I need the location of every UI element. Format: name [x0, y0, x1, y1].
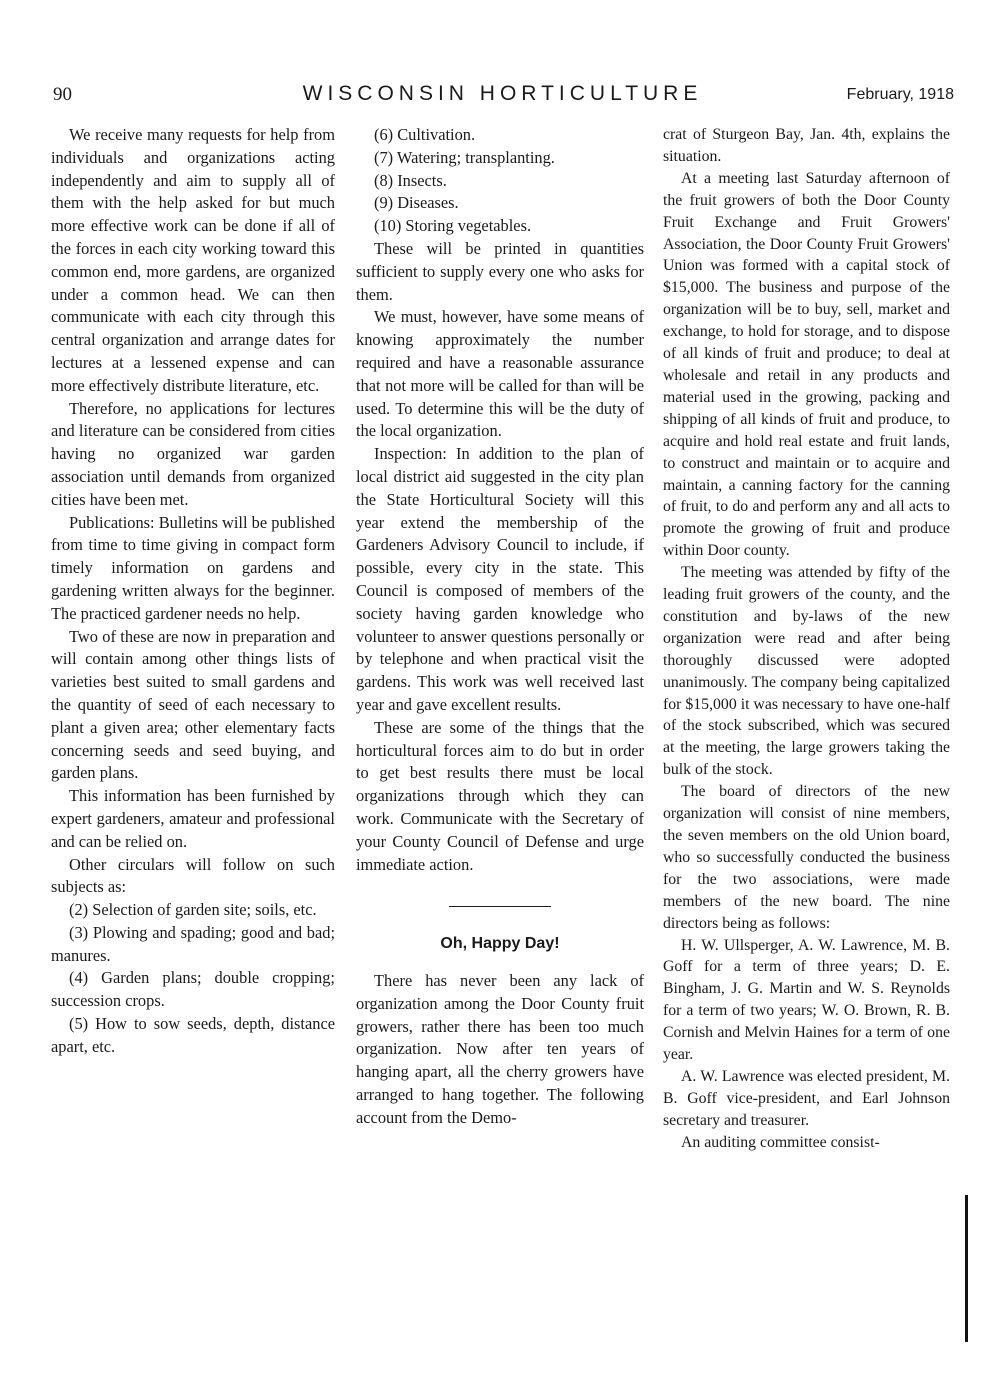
- journal-title: WISCONSIN HORTICULTURE: [302, 82, 703, 105]
- paragraph: Inspection: In addition to the plan of local district aid suggested in the city plan the State Horticultural Society will this year extend the membership of the Gardeners Advisory Council to include, if possible, every city in the state. This Council is composed of members of the society having garden knowledge who volunteer to answer questions personally or by telephone and when practical visit the gardens. This work was well received last year and gave excellent results.: [356, 444, 644, 714]
- list-item: (3) Plowing and spading; good and bad; manures.: [51, 922, 335, 965]
- paragraph: A. W. Lawrence was elected president, M. B. Goff vice-president, and Earl Johnson secretary and treasurer.: [663, 1067, 950, 1129]
- paragraph: H. W. Ullsperger, A. W. Lawrence, M. B. Goff for a term of three years; D. E. Bingham, J. G. Martin and W. S. Reynolds for a term of two years; W. O. Brown, R. B. Cornish and Melvin Haines for a term of one year.: [663, 936, 950, 1064]
- paragraph: We receive many requests for help from individuals and organizations acting independently and aim to supply all of them with the help asked for but much more effective work can be done if all of the forces in each city working toward this common end, more gardens, are organized under a common head. We can then communicate with each city through this central organization and arrange dates for lectures at a lessened expense and can more effectively distribute literature, etc.: [51, 125, 335, 395]
- column-1: [51, 124, 335, 1059]
- column-2: [356, 124, 644, 1130]
- paragraph: This information has been furnished by expert gardeners, amateur and professional and can be relied on.: [51, 786, 335, 851]
- issue-date: February, 1918: [846, 86, 954, 103]
- page-number: 90: [53, 84, 72, 105]
- section-divider: [449, 906, 551, 907]
- paragraph: There has never been any lack of organization among the Door County fruit growers, rather there has been too much organization. Now after ten years of hanging apart, all the cherry growers have arranged to hang together. The following account from the Demo-: [356, 971, 644, 1127]
- scan-edge-mark: [965, 1195, 968, 1342]
- list-item: (7) Watering; transplanting.: [374, 147, 555, 167]
- paragraph: Publications: Bulletins will be published from time to time giving in compact form timely information on gardens and gardening written always for the beginner. The practiced gardener needs no help.: [51, 512, 335, 623]
- paragraph: Therefore, no applications for lectures and literature can be considered from cities having no organized war garden association until demands from organized cities have been met.: [51, 398, 335, 509]
- list-item: (6) Cultivation.: [374, 125, 476, 144]
- paragraph: Other circulars will follow on such subjects as:: [51, 854, 335, 897]
- page-header: [0, 76, 1005, 116]
- paragraph: crat of Sturgeon Bay, Jan. 4th, explains the situation.: [663, 126, 950, 165]
- paragraph: We must, however, have some means of knowing approximately the number required and have a reasonable assurance that not more will be called for than will be used. To determine this will be the duty of the local organization.: [356, 307, 644, 441]
- list-item: (5) How to sow seeds, depth, distance apart, etc.: [51, 1014, 335, 1056]
- paragraph: The meeting was attended by fifty of the leading fruit growers of the county, and the constitution and by-laws of the new organization were read and after being thoroughly discussed were adopted unanimously. The company being capitalized for $15,000 it was necessary to have one-half of the stock subscribed, which was secured at the meeting, the large growers taking the bulk of the stock.: [663, 564, 950, 779]
- paragraph: These will be printed in quantities sufficient to supply every one who asks for them.: [356, 238, 644, 304]
- list-item: (4) Garden plans; double cropping; succession crops.: [51, 968, 335, 1011]
- list-item: (10) Storing vegetables.: [374, 216, 532, 236]
- paragraph: At a meeting last Saturday afternoon of the fruit growers of both the Door County Fruit Exchange and Fruit Growers' Association, the Door County Fruit Growers' Union was formed with a capital stock of $15,000. The business and purpose of the organization will be to buy, sell, market and exchange, to hold for storage, and to dispose of all kinds of fruit and produce; to deal at wholesale and retail in any products and material used in the growing, packing and shipping of all kinds of fruit and produce, to acquire and hold real estate and fruit lands, to construct and maintain or to acquire and maintain, a canning factory for the canning of fruit, to do and perform any and all acts to promote the growing of fruit and produce within Door county.: [663, 169, 950, 560]
- paragraph: An auditing committee consist-: [681, 1133, 880, 1151]
- paragraph: Two of these are now in preparation and will contain among other things lists of varieties best suited to small gardens and the quantity of seed of each necessary to plant a given area; other elementary facts concerning seeds and seed buying, and garden plans.: [51, 626, 335, 783]
- column-3: [663, 124, 950, 1154]
- list-item: (9) Diseases.: [374, 193, 459, 213]
- paragraph: These are some of the things that the horticultural forces aim to do but in order to get best results there must be local organizations through which they can work. Communicate with the Secretary of your County Council of Defense and urge immediate action.: [356, 717, 644, 874]
- paragraph: The board of directors of the new organization will consist of nine members, the seven members on the old Union board, who so successfully conducted the business for the two associations, were made members of the new board. The nine directors being as follows:: [663, 783, 950, 932]
- list-item: (8) Insects.: [374, 170, 447, 190]
- article-heading: Oh, Happy Day!: [440, 935, 560, 953]
- list-item: (2) Selection of garden site; soils, etc.: [69, 900, 317, 920]
